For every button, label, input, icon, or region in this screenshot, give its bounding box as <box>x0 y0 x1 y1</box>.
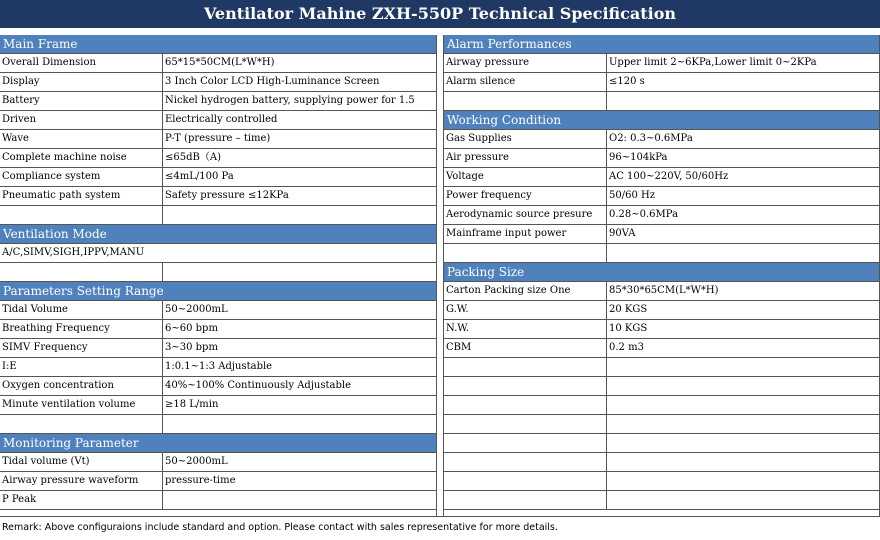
table-row <box>0 472 436 491</box>
spacer-row <box>0 415 436 434</box>
spec-value: 50/60 Hz <box>606 187 880 205</box>
spec-label: N.W. <box>446 323 469 334</box>
spec-value: ≤4mL/100 Pa <box>162 168 436 186</box>
spec-value: ≤120 s <box>606 73 880 91</box>
table-row <box>0 377 436 396</box>
spec-label: Tidal volume (Vt) <box>2 456 90 467</box>
spec-value: P-T (pressure – time) <box>162 130 436 148</box>
table-row <box>0 453 436 472</box>
spec-label: Compliance system <box>2 171 101 182</box>
spec-label: Battery <box>2 95 40 106</box>
ventilation-mode-text: A/C,SIMV,SIGH,IPPV,MANU <box>2 247 145 258</box>
table-row <box>0 73 436 92</box>
spec-value: 1:0.1~1:3 Adjustable <box>162 358 436 376</box>
spec-label: Carton Packing size One <box>446 285 571 296</box>
table-row <box>0 149 436 168</box>
spec-label: G.W. <box>446 304 469 315</box>
spec-label: Overall Dimension <box>2 57 96 68</box>
spec-value: Nickel hydrogen battery, supplying power for 1.5 <box>162 92 436 110</box>
table-row <box>444 206 880 225</box>
spec-value: Safety pressure ≤12KPa <box>162 187 436 205</box>
spec-label: Power frequency <box>446 190 532 201</box>
parameters-rows <box>0 301 436 415</box>
table-row <box>444 339 880 358</box>
spec-label: Voltage <box>446 171 484 182</box>
spec-value: 0.2 m3 <box>606 339 880 357</box>
spec-label: Wave <box>2 133 29 144</box>
packing-header: Packing Size <box>444 263 880 282</box>
alarm-rows <box>444 54 880 92</box>
table-row <box>0 111 436 130</box>
spec-label: SIMV Frequency <box>2 342 88 353</box>
spec-value: Upper limit 2~6KPa,Lower limit 0~2KPa <box>606 54 880 72</box>
table-row <box>444 73 880 92</box>
spec-value: 3~30 bpm <box>162 339 436 357</box>
spec-value: ≥18 L/min <box>162 396 436 414</box>
spec-label: Tidal Volume <box>2 304 68 315</box>
spec-label: Aerodynamic source presure <box>446 209 593 220</box>
table-row <box>444 187 880 206</box>
spec-value: 85*30*65CM(L*W*H) <box>606 282 880 300</box>
monitoring-rows <box>0 453 436 510</box>
table-row <box>444 282 880 301</box>
spec-value <box>162 491 436 509</box>
main-frame-rows <box>0 54 436 206</box>
spec-value: Electrically controlled <box>162 111 436 129</box>
spec-label: CBM <box>446 342 472 353</box>
remark-text: Remark: Above configuraions include standard and option. Please contact with sales representative for more details. <box>0 516 880 540</box>
table-row <box>444 149 880 168</box>
spec-value: pressure-time <box>162 472 436 490</box>
spacer-row <box>444 244 880 263</box>
table-row <box>444 225 880 244</box>
table-row <box>0 187 436 206</box>
spec-value: 6~60 bpm <box>162 320 436 338</box>
spec-label: Mainframe input power <box>446 228 567 239</box>
table-row <box>444 301 880 320</box>
ventilation-mode-row <box>0 244 436 263</box>
spec-label: Airway pressure waveform <box>2 475 139 486</box>
spec-label: Gas Supplies <box>446 133 512 144</box>
table-row <box>444 320 880 339</box>
spec-value: 40%~100% Continuously Adjustable <box>162 377 436 395</box>
empty-row <box>444 377 880 396</box>
left-column <box>0 35 436 510</box>
spec-label: Complete machine noise <box>2 152 127 163</box>
spacer-row <box>0 263 436 282</box>
spec-value: AC 100~220V, 50/60Hz <box>606 168 880 186</box>
spec-value: 96~104kPa <box>606 149 880 167</box>
table-row <box>444 54 880 73</box>
empty-row <box>444 453 880 472</box>
table-row <box>0 130 436 149</box>
spec-label: Oxygen concentration <box>2 380 114 391</box>
column-divider <box>436 35 437 517</box>
spec-value: 0.28~0.6MPa <box>606 206 880 224</box>
spec-value: ≤65dB（A) <box>162 149 436 167</box>
table-row <box>0 301 436 320</box>
table-row <box>0 358 436 377</box>
empty-row <box>444 358 880 377</box>
right-column <box>444 35 880 510</box>
empty-row <box>444 434 880 453</box>
spec-value: 90VA <box>606 225 880 243</box>
packing-rows <box>444 282 880 358</box>
table-row <box>0 491 436 510</box>
working-header: Working Condition <box>444 111 880 130</box>
table-row <box>0 168 436 187</box>
table-row <box>0 320 436 339</box>
packing-empty-rows <box>444 358 880 510</box>
spacer-row <box>444 92 880 111</box>
spacer-row <box>0 206 436 225</box>
monitoring-header: Monitoring Parameter <box>0 434 436 453</box>
empty-row <box>444 415 880 434</box>
main-frame-header: Main Frame <box>0 35 436 54</box>
spec-label: Pneumatic path system <box>2 190 121 201</box>
empty-row <box>444 396 880 415</box>
working-rows <box>444 130 880 244</box>
parameters-header: Parameters Setting Range <box>0 282 436 301</box>
empty-row <box>444 472 880 491</box>
table-row <box>0 54 436 73</box>
table-row <box>444 168 880 187</box>
spec-label: I:E <box>2 361 17 372</box>
alarm-header: Alarm Performances <box>444 35 880 54</box>
ventilation-mode-header: Ventilation Mode <box>0 225 436 244</box>
spec-value: 50~2000mL <box>162 453 436 471</box>
page-title: Ventilator Mahine ZXH-550P Technical Specification <box>0 0 880 28</box>
spec-value: 50~2000mL <box>162 301 436 319</box>
spec-label: Air pressure <box>446 152 509 163</box>
spec-value: O2: 0.3~0.6MPa <box>606 130 880 148</box>
spec-value: 3 Inch Color LCD High-Luminance Screen <box>162 73 436 91</box>
table-row <box>0 396 436 415</box>
spec-value: 10 KGS <box>606 320 880 338</box>
table-row <box>0 339 436 358</box>
spec-label: Alarm silence <box>446 76 516 87</box>
spec-label: Driven <box>2 114 37 125</box>
table-row <box>444 130 880 149</box>
spec-value: 20 KGS <box>606 301 880 319</box>
empty-row <box>444 491 880 510</box>
spec-label: Minute ventilation volume <box>2 399 136 410</box>
spec-value: 65*15*50CM(L*W*H) <box>162 54 436 72</box>
spec-label: Display <box>2 76 40 87</box>
spec-label: Breathing Frequency <box>2 323 110 334</box>
column-divider <box>443 35 444 517</box>
table-row <box>0 92 436 111</box>
spec-label: Airway pressure <box>446 57 530 68</box>
spec-label: P Peak <box>2 494 37 505</box>
